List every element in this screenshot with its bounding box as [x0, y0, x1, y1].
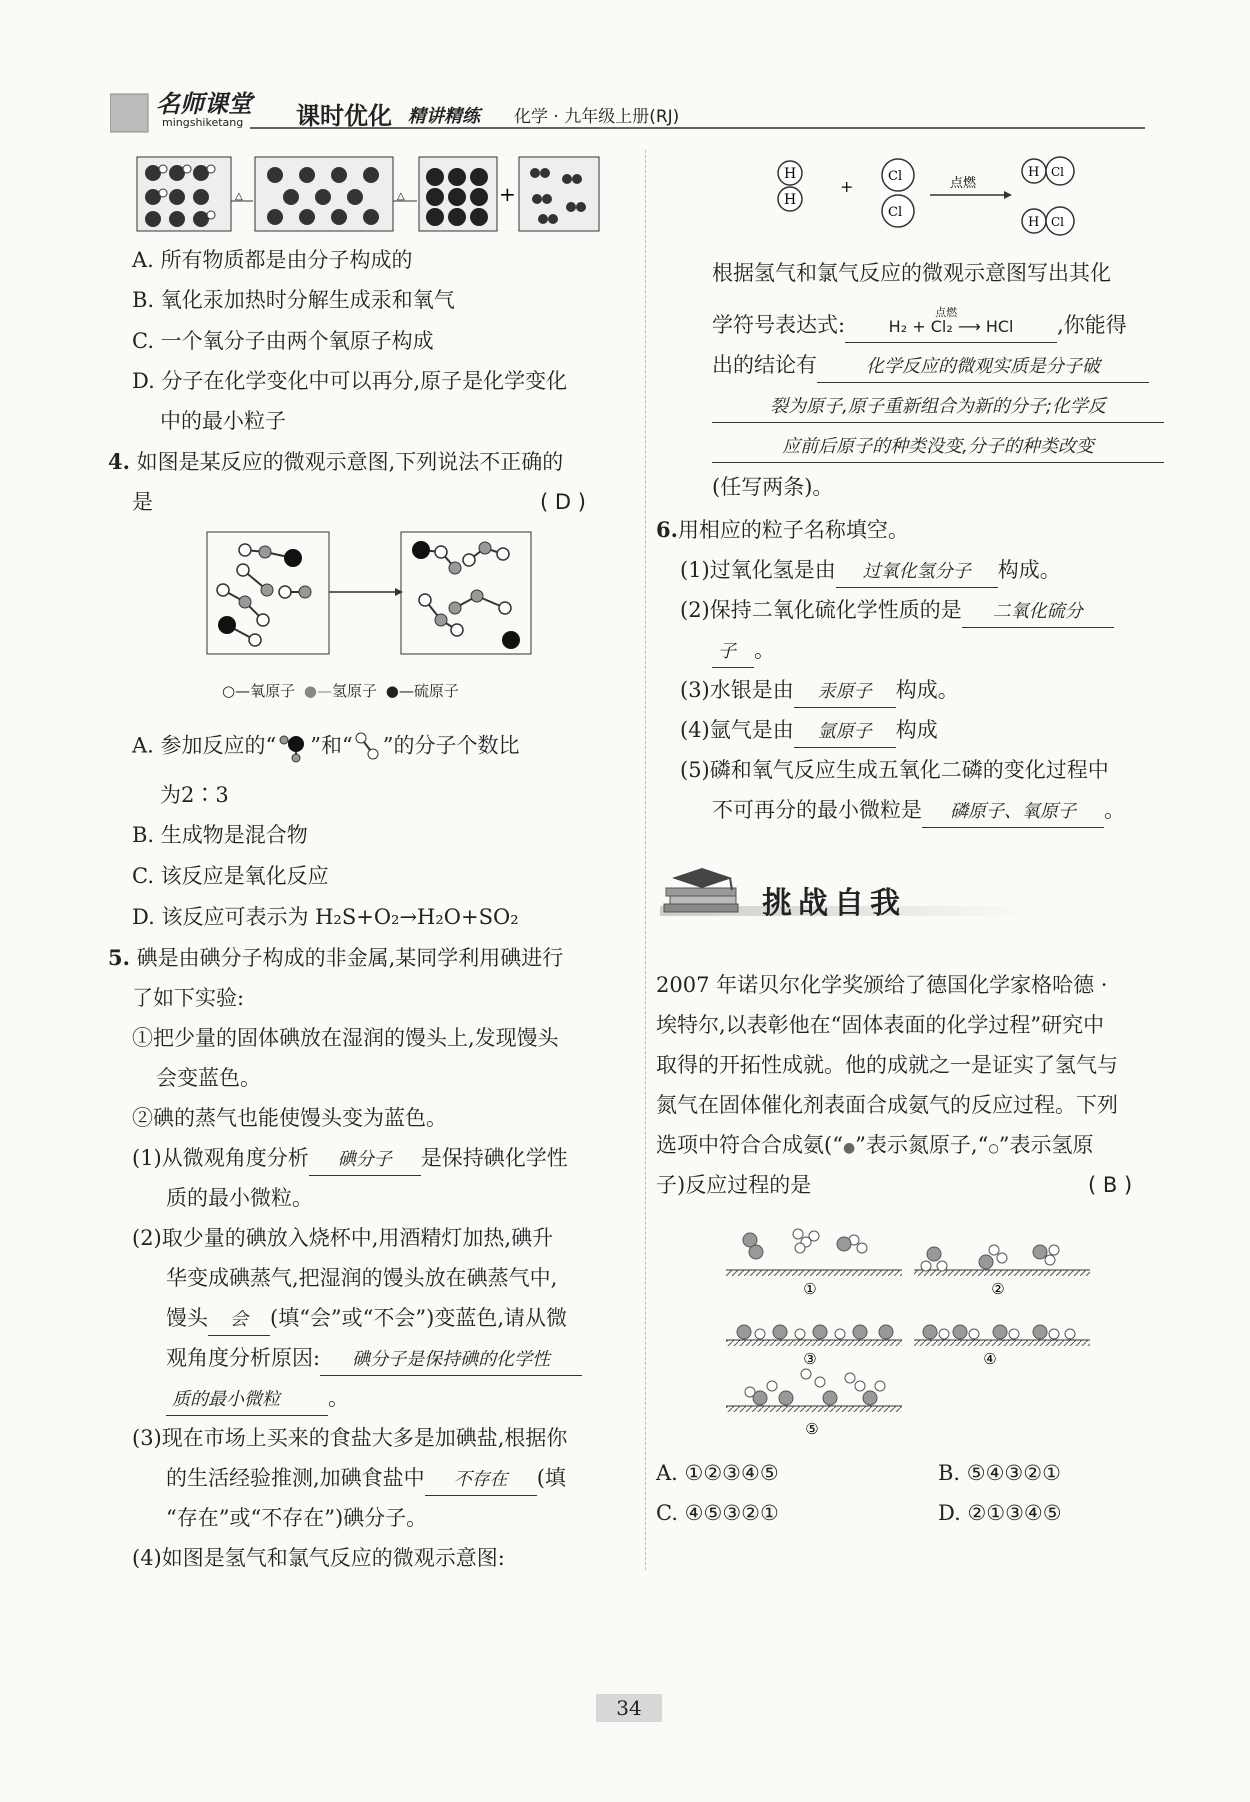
hcl-h-label-2: H — [1028, 215, 1040, 230]
q5-stem-text1: 碘是由碘分子构成的非金属,某同学利用碘进行 — [136, 946, 564, 970]
q5-part1-text2: 是保持碘化学性 — [420, 1146, 568, 1170]
hydrogen-atom-icon: ○ — [988, 1141, 999, 1155]
h2s-molecule-icon — [276, 730, 310, 764]
q5-part1-line1 — [132, 1143, 568, 1176]
q5-exp1-line1: ①把少量的固体碘放在湿润的馒头上,发现馒头 — [132, 1026, 559, 1050]
q5-part2-text2: (填“会”或“不会”)变蓝色,请从微 — [270, 1306, 568, 1330]
ignite-condition: 点燃 — [950, 176, 977, 191]
q5-exp2: ②碘的蒸气也能使馒头变为蓝色。 — [132, 1106, 447, 1130]
panel-label-4: ④ — [983, 1350, 997, 1368]
svg-text:+: + — [499, 182, 516, 206]
q5-stem-line1 — [108, 943, 563, 973]
q5-part2-text1: 馒头 — [166, 1306, 208, 1330]
nitrogen-atom-icon: ● — [842, 1140, 856, 1156]
q6-part4 — [680, 715, 938, 748]
q6-part1-answer: 过氧化氢分子 — [836, 557, 998, 588]
column-divider — [645, 150, 646, 1570]
q5-part3-line3: “存在”或“不存在”)碘分子。 — [166, 1506, 428, 1530]
q5-part2-answer1: 会 — [208, 1305, 270, 1336]
challenge-text-line4: 氮气在固体催化剂表面合成氨气的反应过程。下列 — [656, 1093, 1118, 1117]
q5-part3-line1: (3)现在市场上买来的食盐大多是加碘盐,根据你 — [132, 1426, 568, 1450]
q3-option-a: A. 所有物质都是由分子构成的 — [132, 248, 413, 272]
q4-option-a-part3: ”的分子个数比 — [382, 733, 520, 758]
page-header — [110, 88, 1145, 136]
right-text-line1: 根据氢气和氯气反应的微观示意图写出其化 — [712, 261, 1111, 285]
q6-part5-text1: 不可再分的最小微粒是 — [712, 798, 922, 822]
challenge-text-line2: 埃特尔,以表彰他在“固体表面的化学过程”研究中 — [656, 1013, 1105, 1037]
q3-option-d-line2: 中的最小粒子 — [160, 409, 286, 433]
conclusion-answer-line1: 化学反应的微观实质是分子破 — [817, 352, 1149, 383]
q6-part3 — [680, 675, 959, 708]
challenge-option-c: C. ④⑤③②① — [656, 1501, 779, 1525]
q6-part2-answer1: 二氧化硫分 — [962, 597, 1114, 628]
q3-mercury-oxide-diagram — [135, 155, 605, 235]
q5-part2-line4 — [166, 1343, 582, 1376]
equation-answer-text: H₂ + Cl₂ ⟶ HCl — [888, 317, 1014, 336]
q6-part5-line2 — [712, 795, 1125, 828]
q6-part1-text1: (1)过氧化氢是由 — [680, 558, 836, 582]
q3-option-d-line1: D. 分子在化学变化中可以再分,原子是化学变化 — [132, 369, 568, 393]
q4-stem-line1 — [108, 447, 563, 477]
q5-part1-line2: 质的最小微粒。 — [166, 1186, 313, 1210]
q5-part4-line1: (4)如图是氢气和氯气反应的微观示意图: — [132, 1546, 505, 1570]
q3-option-c: C. 一个氧分子由两个氧原子构成 — [132, 329, 434, 353]
q6-part5-line1: (5)磷和氧气反应生成五氧化二磷的变化过程中 — [680, 758, 1109, 782]
panel-3 — [726, 1325, 902, 1346]
o2-molecule-icon — [353, 730, 383, 764]
q5-part3-line2 — [166, 1463, 566, 1496]
legend-oxygen-icon: ○— — [222, 682, 251, 700]
ammonia-synthesis-diagram — [720, 1222, 1100, 1444]
q5-part1-text1: (1)从微观角度分析 — [132, 1146, 309, 1170]
q6-part3-text1: (3)水银是由 — [680, 678, 794, 702]
q5-part2-line1: (2)取少量的碘放入烧杯中,用酒精灯加热,碘升 — [132, 1226, 554, 1250]
conclusion-answer-line3: 应前后原子的种类没变,分子的种类改变 — [712, 432, 1164, 463]
equation-answer — [845, 306, 1057, 343]
q5-number: 5. — [108, 945, 130, 970]
cl-atom-label-2: Cl — [888, 205, 903, 220]
books-icon — [664, 868, 738, 912]
challenge-option-b: B. ⑤④③②① — [938, 1461, 1061, 1485]
q5-part2-line2: 华变成碘蒸气,把湿润的馒头放在碘蒸气中, — [166, 1266, 558, 1290]
legend-oxygen-label: 氧原子 — [250, 682, 296, 700]
q5-part2-end: 。 — [328, 1386, 349, 1410]
q6-part4-text2: 构成 — [895, 718, 938, 742]
q5-part2-answer2b: 质的最小微粒 — [166, 1385, 328, 1416]
svg-text:△: △ — [235, 191, 243, 202]
q5-stem-line2: 了如下实验: — [132, 986, 245, 1010]
q6-part2-end: 。 — [754, 638, 775, 662]
q6-part2-line1 — [680, 595, 1114, 628]
brand-name: 名师课堂 — [156, 90, 252, 118]
q6-part2-line2 — [712, 635, 775, 668]
right-text-line5 — [712, 430, 1164, 463]
q6-part1 — [680, 555, 1061, 588]
challenge-text-part1: 选项中符合合成氨(“ — [656, 1133, 843, 1157]
q4-stem-text1: 如图是某反应的微观示意图,下列说法不正确的 — [136, 450, 564, 474]
panel-2 — [914, 1245, 1090, 1276]
q4-answer: ( D ) — [540, 490, 586, 514]
q6-part4-answer: 氩原子 — [794, 717, 896, 748]
panel-label-1: ① — [803, 1280, 817, 1298]
q6-part1-text2: 构成。 — [997, 558, 1061, 582]
legend-hydrogen-label: 氢原子 — [331, 682, 377, 700]
cl-atom-label-1: Cl — [888, 169, 903, 184]
svg-text:△: △ — [397, 191, 405, 202]
challenge-text-line5 — [656, 1130, 1094, 1163]
panel-1 — [726, 1229, 902, 1276]
q5-part3-text2: (填 — [536, 1466, 566, 1490]
q6-part4-text1: (4)氩气是由 — [680, 718, 794, 742]
q5-part2-line5 — [166, 1383, 349, 1416]
h-atom-label-1: H — [784, 166, 797, 182]
legend-sulfur-label: 硫原子 — [413, 682, 459, 700]
q5-part3-answer: 不存在 — [425, 1465, 537, 1496]
q5-part2-answer2a: 碘分子是保持碘的化学性 — [320, 1345, 582, 1376]
q4-stem-line2: 是 — [132, 490, 153, 514]
right-text-equation-prefix: 学符号表达式: — [712, 313, 846, 337]
q6-stem-text: 用相应的粒子名称填空。 — [677, 518, 909, 542]
challenge-text-part2: ”表示氮原子,“ — [855, 1133, 989, 1157]
q6-part3-text2: 构成。 — [895, 678, 959, 702]
challenge-title: 挑战自我 — [762, 886, 906, 921]
q6-part5-end: 。 — [1104, 798, 1125, 822]
challenge-text-line6: 子)反应过程的是 — [656, 1173, 812, 1197]
q3-option-b: B. 氧化汞加热时分解生成汞和氧气 — [132, 288, 455, 312]
q4-option-a-part2: ”和“ — [310, 733, 353, 758]
panel-4 — [914, 1325, 1090, 1346]
right-text-equation-suffix: ,你能得 — [1057, 313, 1127, 337]
brand-pinyin: mingshiketang — [162, 116, 244, 129]
q5-exp1-line2: 会变蓝色。 — [156, 1066, 261, 1090]
h2-cl2-reaction-diagram — [770, 155, 1100, 245]
conclusion-prefix: 出的结论有 — [712, 353, 817, 377]
q6-stem — [656, 515, 909, 545]
q4-option-d: D. 该反应可表示为 H₂S+O₂→H₂O+SO₂ — [132, 905, 519, 929]
panel-label-2: ② — [991, 1280, 1005, 1298]
q6-part5-answer: 磷原子、氧原子 — [922, 797, 1104, 828]
q5-part2-text3: 观角度分析原因: — [166, 1346, 321, 1370]
subject-label: 化学 · 九年级上册(RJ) — [514, 107, 680, 127]
challenge-option-a: A. ①②③④⑤ — [656, 1461, 779, 1485]
hcl-cl-label-2: Cl — [1051, 215, 1065, 229]
challenge-text-line1: 2007 年诺贝尔化学奖颁给了德国化学家格哈德 · — [656, 973, 1108, 997]
q5-part2-line3 — [166, 1303, 567, 1336]
q4-legend — [222, 680, 459, 701]
q4-option-a-line1 — [132, 730, 520, 764]
hcl-cl-label-1: Cl — [1051, 165, 1065, 179]
h-atom-label-2: H — [784, 192, 797, 208]
panel-label-3: ③ — [803, 1350, 817, 1368]
page-number: 34 — [596, 1694, 662, 1722]
right-text-line6: (任写两条)。 — [712, 475, 834, 499]
legend-sulfur-icon: ●— — [385, 682, 414, 700]
equation-condition: 点燃 — [935, 306, 958, 319]
q6-part2-answer2: 子 — [712, 637, 754, 668]
q6-part3-answer: 汞原子 — [794, 677, 896, 708]
q4-reaction-diagram — [205, 530, 535, 658]
q6-part2-text1: (2)保持二氧化硫化学性质的是 — [680, 598, 962, 622]
challenge-answer: ( B ) — [1088, 1173, 1133, 1197]
q4-option-c: C. 该反应是氧化反应 — [132, 864, 329, 888]
hcl-h-label-1: H — [1028, 165, 1040, 180]
challenge-text-line3: 取得的开拓性成就。他的成就之一是证实了氢气与 — [656, 1053, 1118, 1077]
right-text-line4 — [712, 390, 1164, 423]
q5-part1-answer: 碘分子 — [309, 1145, 421, 1176]
q4-number: 4. — [108, 449, 130, 474]
right-text-line2 — [712, 306, 1127, 343]
q6-number: 6. — [656, 517, 678, 542]
series-name: 课时优化 — [296, 102, 392, 130]
q5-part3-text1: 的生活经验推测,加碘食盐中 — [166, 1466, 425, 1490]
slogan: 精讲精练 — [408, 106, 480, 127]
panel-label-5: ⑤ — [805, 1420, 819, 1438]
q4-option-b: B. 生成物是混合物 — [132, 823, 308, 847]
challenge-option-d: D. ②①③④⑤ — [938, 1501, 1062, 1525]
panel-5 — [726, 1369, 902, 1412]
q4-option-a-part1: A. 参加反应的“ — [132, 733, 277, 758]
challenge-text-part3: ”表示氢原 — [998, 1133, 1094, 1157]
q4-option-a-line2: 为2∶3 — [160, 783, 229, 807]
plus-sign: + — [840, 177, 854, 196]
legend-hydrogen-icon: ●— — [303, 682, 332, 700]
conclusion-answer-line2: 裂为原子,原子重新组合为新的分子;化学反 — [712, 392, 1164, 423]
right-text-line3 — [712, 350, 1149, 383]
